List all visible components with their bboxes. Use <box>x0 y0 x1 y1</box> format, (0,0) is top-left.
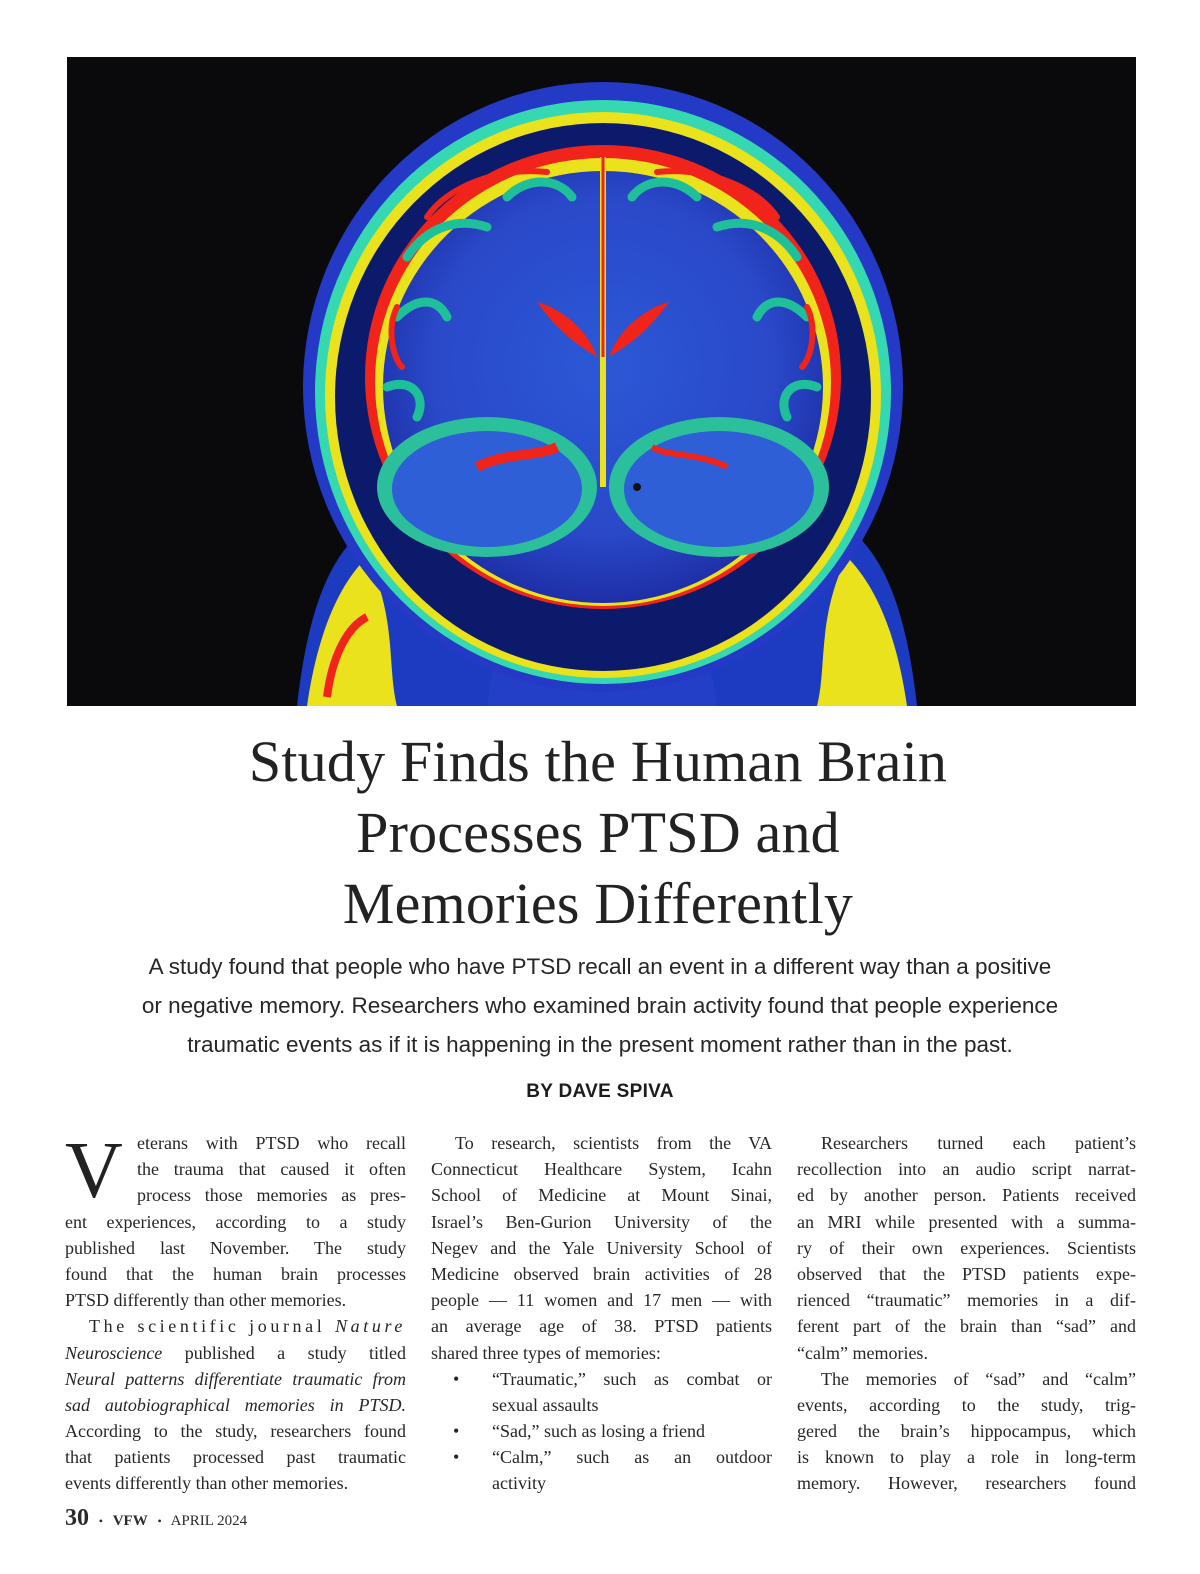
text-line: School of Medicine at Mount Sinai, <box>431 1185 772 1206</box>
brain-mri-illustration <box>67 57 1136 706</box>
text-line: Researchers turned each patient’s <box>821 1133 1136 1153</box>
deck-line: A study found that people who have PTSD recall an event in a different way than a positive <box>148 954 1052 979</box>
text-line: “Calm,” such as an outdoor <box>492 1447 772 1468</box>
text-line: “Traumatic,” such as combat or <box>492 1368 772 1389</box>
text-line: The memories of “sad” and “calm” <box>821 1368 1136 1389</box>
paragraph <box>797 1130 1136 1366</box>
text-line: Connecticut Healthcare System, Icahn <box>431 1159 772 1180</box>
text-line: an average age of 38. PTSD patients <box>431 1316 772 1337</box>
text-line: eterans with PTSD who recall <box>137 1133 406 1153</box>
text-line: “calm” memories. <box>797 1342 928 1363</box>
bullet-icon: • <box>453 1368 460 1389</box>
article-headline <box>100 726 1096 939</box>
text-line: To research, scientists from the VA <box>455 1133 772 1153</box>
text-line: an MRI while presented with a summa- <box>797 1211 1136 1232</box>
separator-dot: • <box>98 1514 103 1528</box>
list-item-text <box>492 1418 772 1444</box>
text-line: is known to play a role in long-term <box>797 1447 1136 1468</box>
text-line: activity <box>492 1473 546 1494</box>
text-line: published last November. The study <box>65 1237 406 1258</box>
page-footer <box>65 1505 247 1532</box>
byline: BY DAVE SPIVA <box>526 1081 674 1102</box>
text-line: observed that the PTSD patients expe- <box>797 1263 1136 1284</box>
deck-line: or negative memory. Researchers who examined brain activity found that people experience <box>141 993 1059 1018</box>
text-line: events differently than other memories. <box>65 1473 349 1494</box>
list-item <box>431 1366 772 1418</box>
text-line: gered the brain’s hippocampus, which <box>797 1421 1136 1442</box>
study-title-line: Neural patterns differentiate traumatic from <box>65 1368 406 1389</box>
body-column-3 <box>797 1130 1136 1497</box>
article-deck <box>80 947 1120 1064</box>
magazine-name: VFW <box>112 1513 148 1529</box>
text-line: According to the study, researchers found <box>65 1421 406 1442</box>
text-line <box>65 1340 406 1366</box>
text-line <box>65 1313 406 1339</box>
paragraph <box>797 1366 1136 1497</box>
drop-cap: V <box>65 1127 123 1215</box>
headline-line: Study Finds the Human Brain <box>248 729 948 794</box>
bullet-icon: • <box>453 1421 460 1442</box>
text-line: shared three types of memories: <box>431 1342 661 1363</box>
text-line: memory. However, researchers found <box>797 1473 1136 1494</box>
issue-date: APRIL 2024 <box>170 1513 248 1529</box>
text-line: process those memories as pres- <box>137 1185 406 1206</box>
hero-mri-image <box>67 57 1136 706</box>
text-line: PTSD differently than other memories. <box>65 1290 347 1311</box>
text-line: that patients processed past traumatic <box>65 1447 406 1468</box>
list-item-text <box>492 1366 772 1418</box>
text-line: the trauma that caused it often <box>137 1159 406 1180</box>
text-line: Israel’s Ben-Gurion University of the <box>431 1211 772 1232</box>
text-line: found that the human brain processes <box>65 1263 406 1284</box>
list-item-text <box>492 1444 772 1496</box>
study-title-line: sad autobiographical memories in PTSD. <box>65 1394 406 1415</box>
text-line: recollection into an audio script narrat- <box>797 1159 1136 1180</box>
memory-types-list <box>431 1366 772 1497</box>
text-line: ry of their own experiences. Scientists <box>797 1237 1136 1258</box>
headline-line: Memories Differently <box>342 871 854 936</box>
body-column-2 <box>431 1130 772 1497</box>
journal-name: Neuroscience <box>65 1342 163 1363</box>
text-line: sexual assaults <box>492 1394 599 1415</box>
text-line: ed by another person. Patients received <box>797 1185 1136 1206</box>
list-item <box>431 1444 772 1496</box>
body-column-1 <box>65 1127 406 1497</box>
text-line: ent experiences, according to a study <box>65 1211 406 1232</box>
bullet-icon: • <box>453 1447 460 1468</box>
text-line: Medicine observed brain activities of 28 <box>431 1263 772 1284</box>
page-number: 30 <box>65 1505 89 1531</box>
text-line: rienced “traumatic” memories in a dif- <box>797 1290 1136 1311</box>
paragraph <box>65 1313 406 1496</box>
list-item <box>431 1418 772 1444</box>
text-line: events, according to the study, trig- <box>797 1394 1136 1415</box>
text-line: Negev and the Yale University School of <box>431 1237 772 1258</box>
text-run: published a study titled <box>162 1342 406 1363</box>
text-run: The scientific journal <box>89 1316 336 1337</box>
text-line: ferent part of the brain than “sad” and <box>797 1316 1136 1337</box>
deck-line: traumatic events as if it is happening in the present moment rather than in the past. <box>187 1032 1013 1057</box>
text-line: people — 11 women and 17 men — with <box>431 1290 772 1311</box>
headline-line: Processes PTSD and <box>356 800 840 865</box>
text-line: “Sad,” such as losing a friend <box>492 1421 705 1442</box>
paragraph <box>431 1130 772 1366</box>
separator-dot: • <box>157 1514 162 1528</box>
journal-name: Nature <box>335 1316 406 1337</box>
